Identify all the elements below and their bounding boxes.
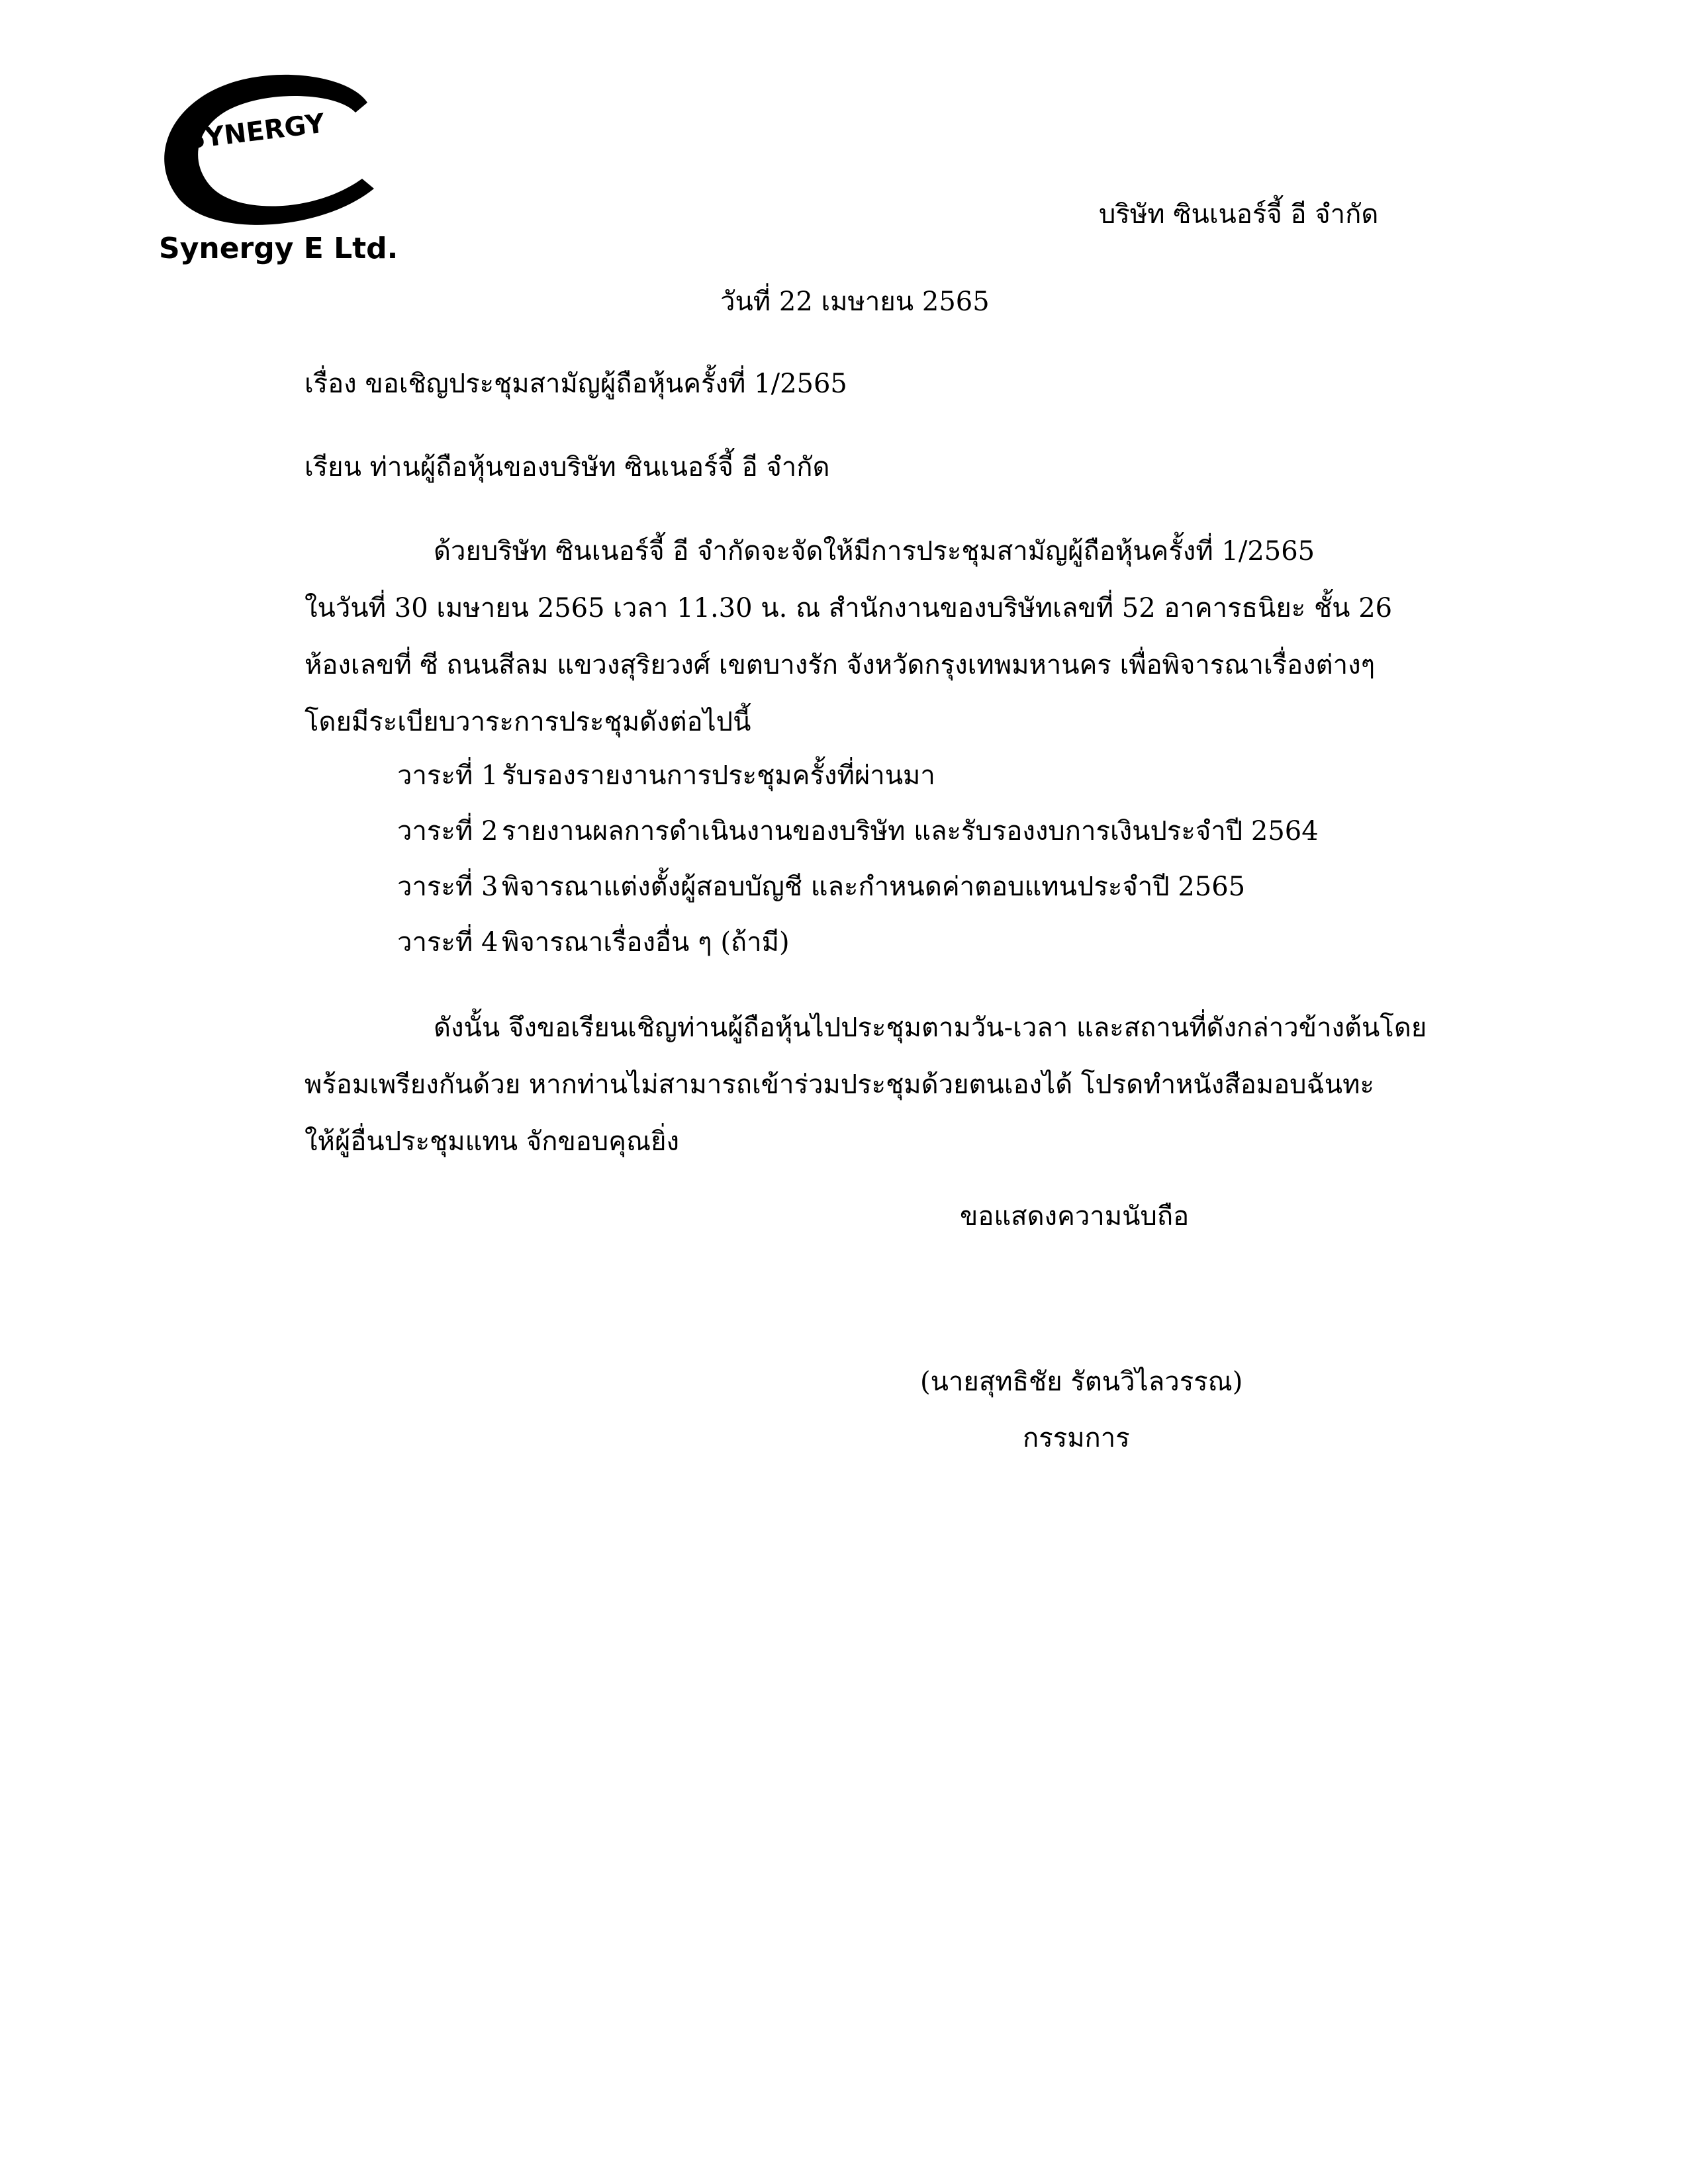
closing-line: ให้ผู้อื่นประชุมแทน จักขอบคุณยิ่ง [305, 1126, 680, 1157]
closing-line: ดังนั้น จึงขอเรียนเชิญท่านผู้ถือหุ้นไปประชุมตามวัน-เวลา และสถานที่ดังกล่าวข้างต้นโดย [434, 1013, 1427, 1043]
intro-line: โดยมีระเบียบวาระการประชุมดังต่อไปนี้ [305, 707, 751, 737]
intro-line: ในวันที่ 30 เมษายน 2565 เวลา 11.30 น. ณ สำนักงานของบริษัทเลขที่ 52 อาคารธนิยะ ชั้น 26 [305, 593, 1393, 623]
company-name-header: บริษัท ซินเนอร์จี้ อี จำกัด [1099, 199, 1379, 230]
logo-wordmark: SYNERGY [184, 108, 326, 156]
signatory-name: (นายสุทธิชัย รัตนวิไลวรรณ) [920, 1367, 1243, 1397]
agenda-number: วาระที่ 2 [397, 816, 498, 846]
signatory-title: กรรมการ [1023, 1423, 1130, 1453]
agenda-list [397, 748, 1319, 970]
agenda-number: วาระที่ 3 [397, 872, 498, 902]
complimentary-close: ขอแสดงความนับถือ [960, 1201, 1190, 1232]
agenda-text: พิจารณาเรื่องอื่น ๆ (ถ้ามี) [502, 927, 790, 958]
intro-line: ด้วยบริษัท ซินเนอร์จี้ อี จำกัดจะจัดให้มีการประชุมสามัญผู้ถือหุ้นครั้งที่ 1/2565 [434, 536, 1315, 567]
synergy-logo-mark [149, 66, 400, 238]
agenda-text: รับรองรายงานการประชุมครั้งที่ผ่านมา [502, 760, 935, 791]
intro-line: ห้องเลขที่ ซี ถนนสีลม แขวงสุริยวงศ์ เขตบางรัก จังหวัดกรุงเทพมหานคร เพื่อพิจารณาเรื่องต่างๆ [305, 650, 1376, 680]
agenda-text: รายงานผลการดำเนินงานของบริษัท และรับรองงบการเงินประจำปี 2564 [502, 816, 1319, 846]
agenda-number: วาระที่ 1 [397, 760, 498, 791]
agenda-number: วาระที่ 4 [397, 927, 498, 958]
closing-line: พร้อมเพรียงกันด้วย หากท่านไม่สามารถเข้าร่วมประชุมด้วยตนเองได้ โปรดทำหนังสือมอบฉันทะ [305, 1069, 1374, 1100]
letter-salutation: เรียน ท่านผู้ถือหุ้นของบริษัท ซินเนอร์จี้ อี จำกัด [305, 452, 830, 482]
agenda-item [397, 915, 1319, 970]
logo-caption: Synergy E Ltd. [159, 232, 399, 265]
intro-paragraph [305, 523, 1393, 751]
letter-date: วันที่ 22 เมษายน 2565 [720, 287, 990, 317]
agenda-text: พิจารณาแต่งตั้งผู้สอบบัญชี และกำหนดค่าตอบแทนประจำปี 2565 [502, 872, 1246, 902]
agenda-item [397, 748, 1319, 803]
letter-subject: เรื่อง ขอเชิญประชุมสามัญผู้ถือหุ้นครั้งที่ 1/2565 [305, 369, 847, 399]
closing-paragraph [305, 999, 1427, 1170]
agenda-item [397, 803, 1319, 859]
agenda-item [397, 859, 1319, 915]
